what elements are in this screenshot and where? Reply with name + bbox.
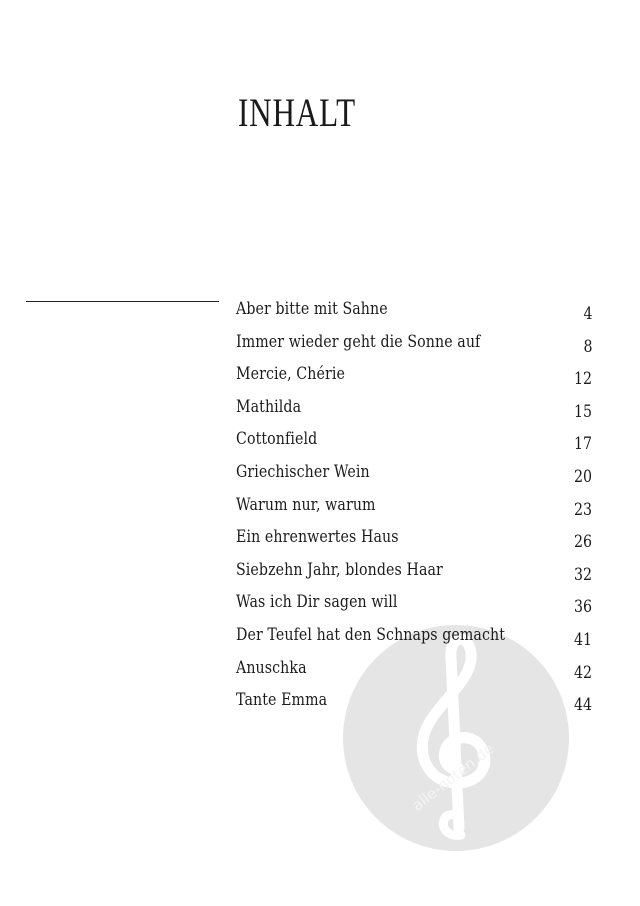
- page-title: INHALT: [238, 89, 356, 135]
- toc-entry-title: Mercie, Chérie: [236, 364, 345, 384]
- divider-rule: [26, 301, 219, 302]
- toc-entry-page-number: 8: [582, 336, 592, 356]
- watermark-text: alle-noten.de: [408, 739, 498, 815]
- toc-entry-title: Ein ehrenwertes Haus: [236, 527, 399, 547]
- toc-entry[interactable]: [236, 357, 592, 390]
- toc-entry-title: Tante Emma: [236, 690, 328, 710]
- toc-entry[interactable]: [236, 520, 592, 553]
- toc-entry[interactable]: [236, 422, 592, 455]
- toc-entry-title: Griechischer Wein: [236, 461, 370, 481]
- toc-entry-title: Mathilda: [236, 396, 302, 416]
- toc-entry-page-number: 36: [573, 597, 592, 617]
- toc-entry-title: Was ich Dir sagen will: [236, 592, 398, 612]
- toc-entry-page-number: 4: [582, 304, 592, 323]
- toc-entry-title: Warum nur, warum: [236, 494, 376, 514]
- toc-entry-page-number: 23: [573, 499, 592, 519]
- toc-entry-page-number: 26: [573, 532, 592, 552]
- toc-entry-title: Anuschka: [236, 657, 307, 677]
- table-of-contents: [236, 292, 592, 716]
- toc-entry[interactable]: [236, 553, 592, 586]
- toc-entry-page-number: 41: [573, 629, 592, 649]
- toc-entry-page-number: 12: [573, 369, 592, 389]
- toc-entry-page-number: 42: [573, 662, 592, 682]
- toc-entry[interactable]: [236, 292, 592, 325]
- toc-entry[interactable]: [236, 585, 592, 618]
- toc-entry[interactable]: [236, 390, 592, 423]
- toc-entry-title: Aber bitte mit Sahne: [236, 299, 388, 318]
- toc-entry-title: Cottonfield: [236, 429, 318, 449]
- toc-entry[interactable]: [236, 651, 592, 684]
- toc-entry[interactable]: [236, 488, 592, 521]
- toc-entry[interactable]: [236, 618, 592, 651]
- toc-entry-title: Der Teufel hat den Schnaps gemacht: [236, 624, 506, 644]
- toc-entry[interactable]: [236, 325, 592, 358]
- toc-entry-page-number: 15: [573, 401, 592, 421]
- toc-entry-page-number: 20: [573, 466, 592, 486]
- toc-entry[interactable]: [236, 455, 592, 488]
- toc-entry-page-number: 17: [573, 434, 592, 454]
- toc-entry-page-number: 44: [573, 695, 592, 715]
- toc-entry-title: Siebzehn Jahr, blondes Haar: [236, 559, 443, 579]
- toc-entry-title: Immer wieder geht die Sonne auf: [236, 331, 481, 351]
- toc-entry-page-number: 32: [573, 564, 592, 584]
- toc-entry[interactable]: [236, 683, 592, 716]
